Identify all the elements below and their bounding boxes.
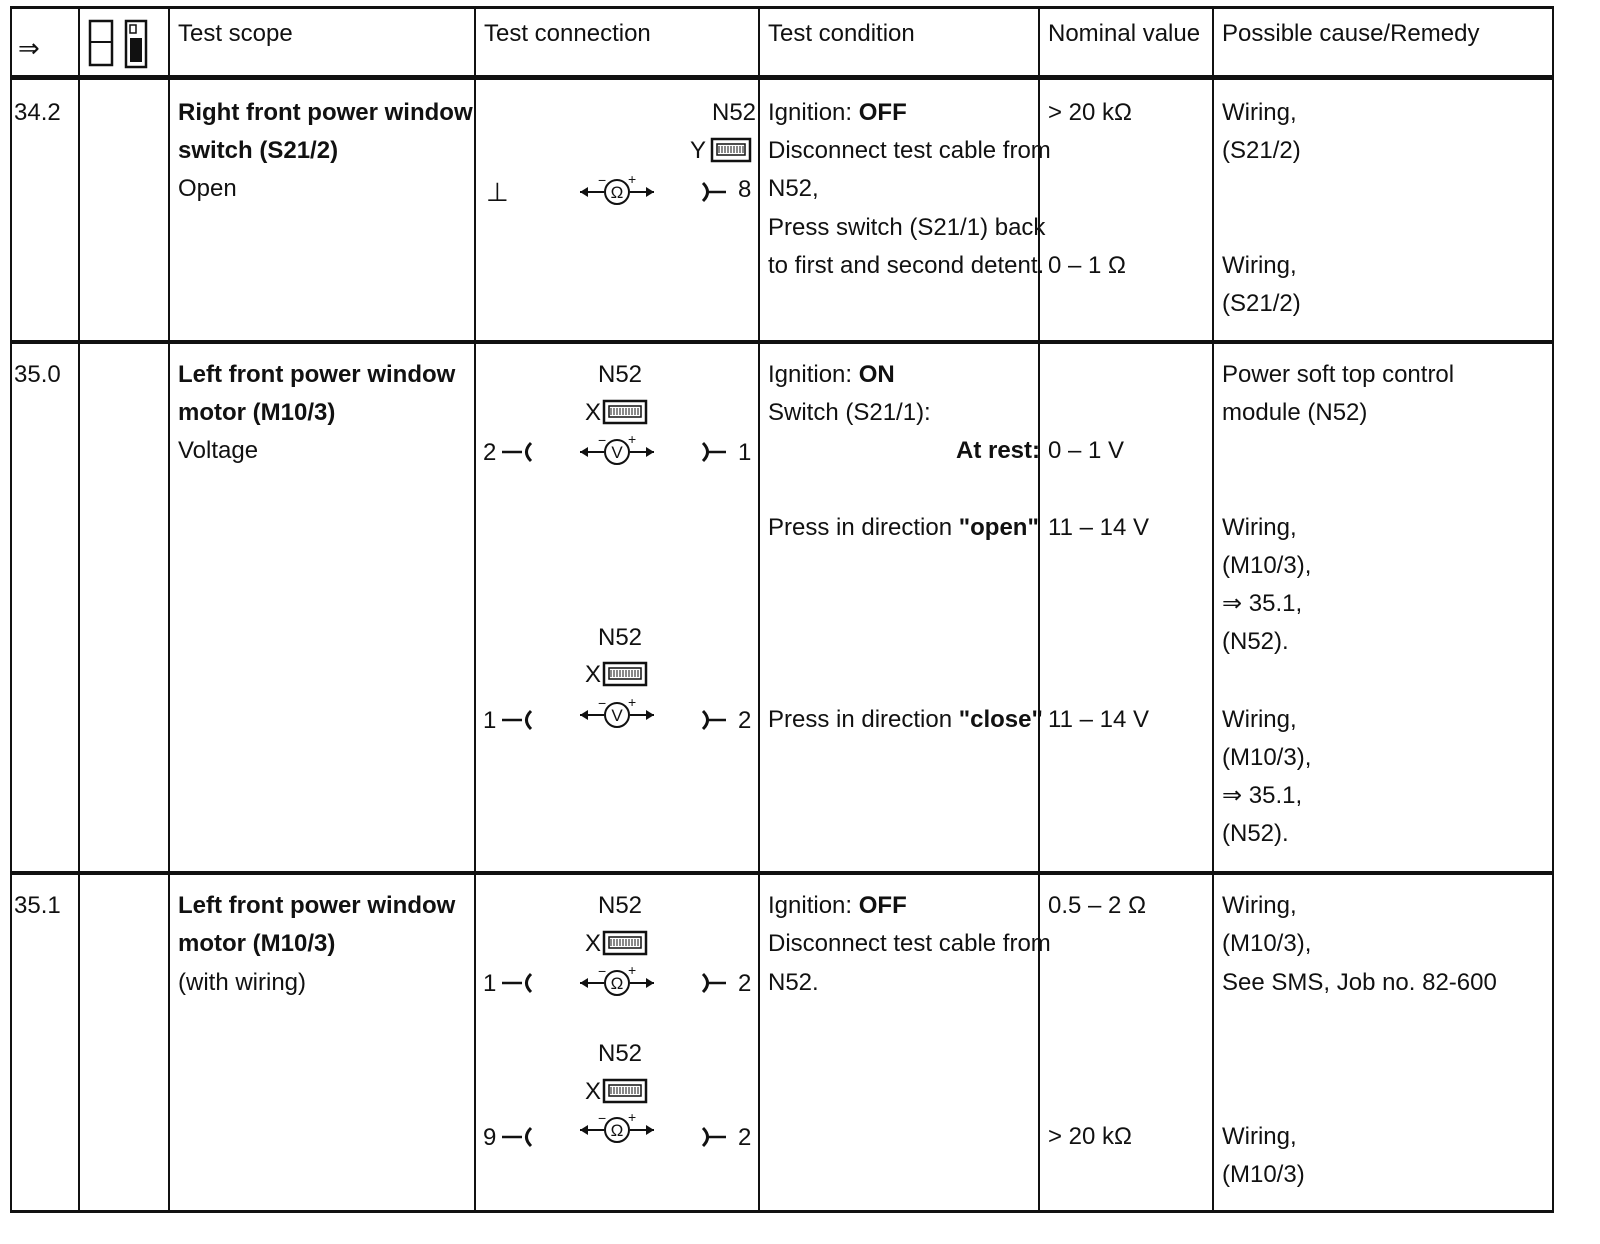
- condition-line: [768, 892, 907, 920]
- condition-label: Ignition:: [768, 892, 859, 919]
- pin-number: 8: [738, 176, 752, 203]
- cause-line: (S21/2): [1222, 137, 1301, 164]
- condition-line: [768, 99, 907, 127]
- scope-subtitle: (with wiring): [178, 969, 307, 996]
- cause-line: (M10/3),: [1222, 930, 1312, 957]
- col-border-5: [1038, 6, 1040, 1213]
- cause-line: Wiring,: [1222, 514, 1297, 541]
- meter-symbol: Ω: [610, 1121, 624, 1140]
- meter-symbol: Ω: [610, 183, 624, 202]
- svg-text:+: +: [628, 171, 637, 187]
- meter-symbol: V: [611, 443, 623, 462]
- row-divider-2: [10, 871, 1554, 875]
- header-bottom-border: [10, 75, 1554, 80]
- nominal-value: 11 – 14 V: [1048, 706, 1149, 733]
- ohmmeter-icon: [578, 1108, 658, 1148]
- plug-right-icon: [700, 708, 726, 732]
- scope-title: Left front power window: [178, 361, 456, 388]
- condition-value: OFF: [858, 99, 907, 126]
- cause-line: (M10/3),: [1222, 744, 1312, 771]
- socket-label: X: [585, 1078, 602, 1105]
- col-border-4: [758, 6, 760, 1213]
- header-test-condition: Test condition: [768, 20, 915, 47]
- voltmeter-icon: [578, 430, 658, 470]
- plug-left-icon: [500, 440, 534, 464]
- plug-left-icon: [500, 1125, 534, 1149]
- condition-line: Disconnect test cable from: [768, 137, 1051, 164]
- plug-left-icon: [500, 971, 534, 995]
- scope-title: Left front power window: [178, 892, 456, 919]
- nominal-value: 11 – 14 V: [1048, 514, 1149, 541]
- svg-text:−: −: [598, 1110, 607, 1126]
- col-border-1: [78, 6, 80, 1213]
- table-top-border: [10, 6, 1554, 9]
- socket-label: X: [585, 399, 602, 426]
- nominal-value: 0 – 1 V: [1048, 437, 1125, 464]
- cause-line: See SMS, Job no. 82-600: [1222, 969, 1497, 996]
- cause-line: (N52).: [1222, 820, 1289, 847]
- col-border-3: [474, 6, 476, 1213]
- nominal-value: > 20 kΩ: [1048, 99, 1132, 126]
- cause-line: (S21/2): [1222, 290, 1301, 317]
- svg-text:+: +: [628, 694, 637, 710]
- condition-line: [768, 514, 1039, 542]
- connector-box-label: N52: [598, 892, 643, 919]
- condition-line: [768, 361, 895, 389]
- table-bottom-border: [10, 1210, 1554, 1213]
- socket-box-icon: [710, 136, 754, 164]
- cause-line: Wiring,: [1222, 252, 1297, 279]
- ohmmeter-icon: [578, 170, 658, 210]
- header-cause-remedy: Possible cause/Remedy: [1222, 20, 1480, 47]
- cause-line: ⇒ 35.1,: [1222, 590, 1303, 617]
- meter-symbol: Ω: [610, 974, 624, 993]
- cause-line: module (N52): [1222, 399, 1368, 426]
- cause-line: Wiring,: [1222, 1123, 1297, 1150]
- plug-right-icon: [700, 180, 726, 204]
- row-step-number: 35.0: [14, 361, 61, 388]
- nominal-value: 0.5 – 2 Ω: [1048, 892, 1147, 919]
- header-nominal-value: Nominal value: [1048, 20, 1201, 47]
- ground-symbol: ⊥: [486, 177, 509, 207]
- cause-line: ⇒ 35.1,: [1222, 782, 1303, 809]
- plug-left-icon: [500, 708, 534, 732]
- socket-box-icon: [602, 398, 650, 426]
- svg-text:−: −: [598, 963, 607, 979]
- cause-line: Power soft top control: [1222, 361, 1455, 388]
- scope-title: Right front power window: [178, 99, 473, 126]
- nominal-value: > 20 kΩ: [1048, 1123, 1132, 1150]
- scope-title: motor (M10/3): [178, 930, 336, 957]
- scope-title: switch (S21/2): [178, 137, 339, 164]
- condition-value: ON: [858, 361, 895, 388]
- pin-number: 2: [738, 707, 752, 734]
- plug-right-icon: [700, 440, 726, 464]
- col-border-2: [168, 6, 170, 1213]
- condition-value: "close": [958, 706, 1043, 733]
- socket-box-icon: [602, 929, 650, 957]
- voltmeter-icon: [578, 693, 658, 733]
- condition-line: N52.: [768, 969, 819, 996]
- pin-number: 2: [738, 1124, 752, 1151]
- condition-value: "open": [958, 514, 1039, 541]
- svg-text:+: +: [628, 431, 637, 447]
- plug-right-icon: [700, 971, 726, 995]
- connector-box-label: N52: [598, 624, 643, 651]
- connector-box-label: N52: [598, 361, 643, 388]
- scope-title: motor (M10/3): [178, 399, 336, 426]
- svg-text:−: −: [598, 695, 607, 711]
- condition-line: to first and second detent.: [768, 252, 1045, 279]
- svg-text:+: +: [628, 962, 637, 978]
- cause-line: (M10/3),: [1222, 552, 1312, 579]
- svg-text:+: +: [628, 1109, 637, 1125]
- row-step-number: 35.1: [14, 892, 61, 919]
- pin-number: 2: [738, 970, 752, 997]
- col-border-0: [10, 6, 12, 1213]
- condition-label: Ignition:: [768, 361, 859, 388]
- connector-box-label: N52: [712, 99, 757, 126]
- condition-at-rest: At rest:: [956, 437, 1041, 464]
- cause-line: Wiring,: [1222, 706, 1297, 733]
- svg-text:−: −: [598, 172, 607, 188]
- header-test-connection: Test connection: [484, 20, 651, 47]
- condition-line: Switch (S21/1):: [768, 399, 931, 426]
- condition-value: OFF: [858, 892, 907, 919]
- pin-number: 9: [483, 1124, 497, 1151]
- ohmmeter-icon: [578, 961, 658, 1001]
- condition-label: Ignition:: [768, 99, 859, 126]
- socket-label: Y: [690, 137, 707, 164]
- pin-number: 1: [483, 707, 497, 734]
- col-border-6: [1212, 6, 1214, 1213]
- scope-subtitle: Open: [178, 175, 237, 202]
- header-arrow: ⇒: [18, 33, 40, 63]
- scope-subtitle: Voltage: [178, 437, 259, 464]
- nominal-value: 0 – 1 Ω: [1048, 252, 1126, 279]
- condition-line: Disconnect test cable from: [768, 930, 1051, 957]
- socket-label: X: [585, 930, 602, 957]
- cause-line: Wiring,: [1222, 892, 1297, 919]
- cause-line: (M10/3): [1222, 1161, 1305, 1188]
- pin-number: 1: [738, 439, 752, 466]
- plug-right-icon: [700, 1125, 726, 1149]
- pin-number: 2: [483, 439, 497, 466]
- condition-label: Press in direction: [768, 706, 959, 733]
- tester-devices-icon: [86, 18, 158, 70]
- cause-line: (N52).: [1222, 628, 1289, 655]
- cause-line: Wiring,: [1222, 99, 1297, 126]
- condition-line: Press switch (S21/1) back: [768, 214, 1046, 241]
- socket-box-icon: [602, 1077, 650, 1105]
- socket-box-icon: [602, 660, 650, 688]
- header-test-scope: Test scope: [178, 20, 293, 47]
- condition-line: N52,: [768, 175, 819, 202]
- socket-label: X: [585, 661, 602, 688]
- svg-text:−: −: [598, 432, 607, 448]
- col-border-7: [1552, 6, 1554, 1213]
- row-step-number: 34.2: [14, 99, 61, 126]
- meter-symbol: V: [611, 706, 623, 725]
- connector-box-label: N52: [598, 1040, 643, 1067]
- condition-label: Press in direction: [768, 514, 959, 541]
- row-divider-1: [10, 340, 1554, 344]
- condition-line: [768, 706, 1043, 734]
- pin-number: 1: [483, 970, 497, 997]
